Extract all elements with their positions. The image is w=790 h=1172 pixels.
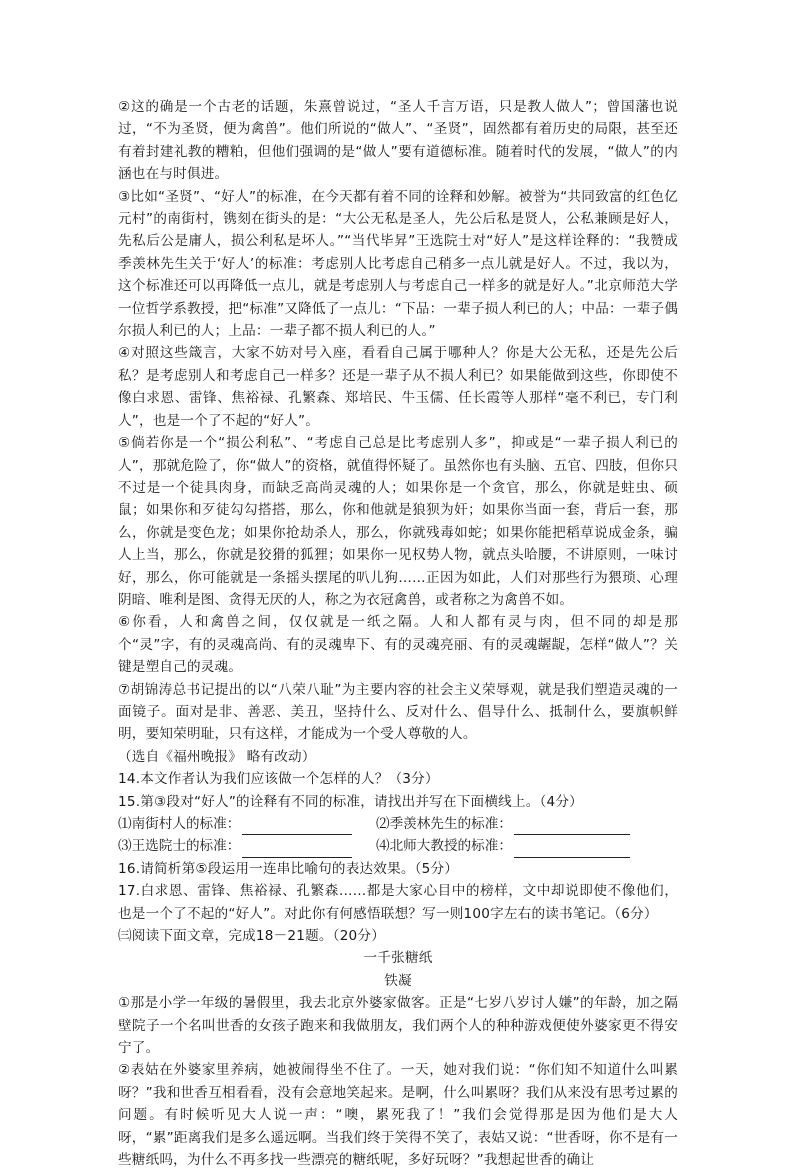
paragraph: ⑥你看，人和禽兽之间，仅仅就是一纸之隔。人和人都有灵与肉，但不同的却是那个“灵”字，有的灵魂高尚、有的灵魂卑下、有的灵魂亮丽、有的灵魂龌龊，怎样“做人”？关键是塑自己的灵魂。 [118,614,678,676]
fill-in-row [118,813,678,835]
answer-line[interactable] [242,843,352,858]
paragraph: ⑦胡锦涛总书记提出的以“八荣八耻”为主要内容的社会主义荣辱观，就是我们塑造灵魂的一面镜子。面对是非、善恶、美丑，坚持什么、反对什么、倡导什么、抵制什么，要旗帜鲜明，要知荣明耻，只有这样，才能成为一个受人尊敬的人。 [118,681,678,743]
fill-in-label: ⑷北师大教授的标准： [376,838,512,855]
fill-in-row [118,835,678,857]
paragraph: ④对照这些箴言，大家不妨对号入座，看看自己属于哪种人？你是大公无私，还是先公后私？是考虑别人和考虑自己一样多？还是一辈子从不损人利已？如果能做到这些，你即使不像白求恩、雷锋、焦裕禄、孔繁森、郑培民、牛玉儒、任长霞等人那样“毫不利已，专门利人”，也是一个了不起的“好人”。 [118,345,678,429]
paragraph: 17.白求恩、雷锋、焦裕禄、孔繁森……都是大家心目中的榜样，文中却说即使不像他们，也是一个了不起的“好人”。对此你有何感悟联想？写一则100字左右的读书笔记。（6分） [118,883,678,922]
paragraph: ⑤倘若你是一个“损公利私”、“考虑自己总是比考虑别人多”，抑或是“一辈子损人利已的人”，那就危险了，你“做人”的资格，就值得怀疑了。虽然你也有头脑、五官、四肢，但你只不过是一个徒具肉身，而缺乏高尚灵魂的人；如果你是一个贪官，那么，你就是蛀虫、硕鼠；如果你和歹徒勾勾搭搭，那么，你和他就是狼狈为奸；如果你当面一套，背后一套，那么，你就是变色龙；如果你抢劫杀人，那么，你就残毒如蛇；如果你能把稻草说成金条，骗人上当，那么，你就是狡猾的狐狸；如果你一见权势人物，就点头哈腰，不讲原则，一味讨好，那么，你可能就是一条摇头摆尾的叭儿狗……正因为如此，人们对那些行为猥琐、心理阴暗、唯利是图、贪得无厌的人，称之为衣冠禽兽，或者称之为禽兽不如。 [118,435,678,608]
paragraph: ②这的确是一个古老的话题，朱熹曾说过，“圣人千言万语，只是教人做人”；曾国藩也说过，“不为圣贤，便为禽兽”。他们所说的“做人”、“圣贤”，固然都有着历史的局限，甚至还有着封建礼教的糟粕，但他们强调的是“做人”要有道德标准。随着时代的发展，“做人”的内涵也在与时俱进。 [118,99,678,183]
answer-line[interactable] [242,820,352,835]
document-page [118,96,678,1172]
paragraph: （选自《福州晚报》 略有改动） [118,748,316,765]
paragraph: ②表姑在外婆家里养病，她被闹得坐不住了。一天，她对我们说：“你们知不知道什么叫累呀？”我和世香互相看看，没有会意地笑起来。是啊，什么叫累呀？我们从来没有思考过累的问题。有时候听见大人说一声：“噢，累死我了！”我们会觉得那是因为他们是大人呀，“累”距离我们是多么遥远啊。当我们终于笑得不笑了，表姑又说：“世香呀，你不是有一些糖纸吗，为什么不再多找一些漂亮的糖纸呢，多好玩呀？”我想起世香的确让 [118,1062,678,1169]
paragraph: ③比如“圣贤”、“好人”的标准，在今天都有着不同的诠释和妙解。被誉为“共同致富的红色亿元村”的南街村，镌刻在街头的是：“大公无私是圣人，先公后私是贤人，公私兼顾是好人，先私后公是庸人，损公利私是坏人。”“当代毕昇”王选院士对“好人”是这样诠释的：“我赞成季羡林先生关于‘好人’的标准：考虑别人比考虑自己稍多一点儿就是好人。不过，我以为，这个标准还可以再降低一点儿，就是考虑别人与考虑自己一样多的就是好人。”北京师范大学一位哲学系教授，把“标准”又降低了一点儿：“下品：一辈子损人利已的人；中品：一辈子偶尔损人利已的人；上品：一辈子都不损人利已的人。” [118,188,678,340]
paragraph: 14.本文作者认为我们应该做一个怎样的人？（3分） [118,771,439,788]
answer-line[interactable] [514,820,630,835]
fill-in-label: ⑴南街村人的标准： [118,816,241,832]
paragraph: ㈢阅读下面文章，完成18－21题。（20分） [118,928,385,945]
answer-line[interactable] [514,843,630,858]
fill-in-label: ⑵季羡林先生的标准： [376,816,512,832]
paragraph: ①那是小学一年级的暑假里，我去北京外婆家做客。正是“七岁八岁讨人嫌”的年龄，加之隔壁院子一个名叫世香的女孩子跑来和我做朋友，我们两个人的种种游戏便使外婆家更不得安宁了。 [118,995,678,1057]
story-author: 铁凝 [384,972,412,989]
paragraph: 16.请简析第⑤段运用一连串比喻句的表达效果。（5分） [118,860,459,877]
story-title: 一千张糖纸 [363,950,433,967]
fill-in-label: ⑶王选院士的标准： [118,838,241,855]
paragraph: 15.第③段对“好人”的诠释有不同的标准，请找出并写在下面横线上。（4分） [118,793,583,810]
